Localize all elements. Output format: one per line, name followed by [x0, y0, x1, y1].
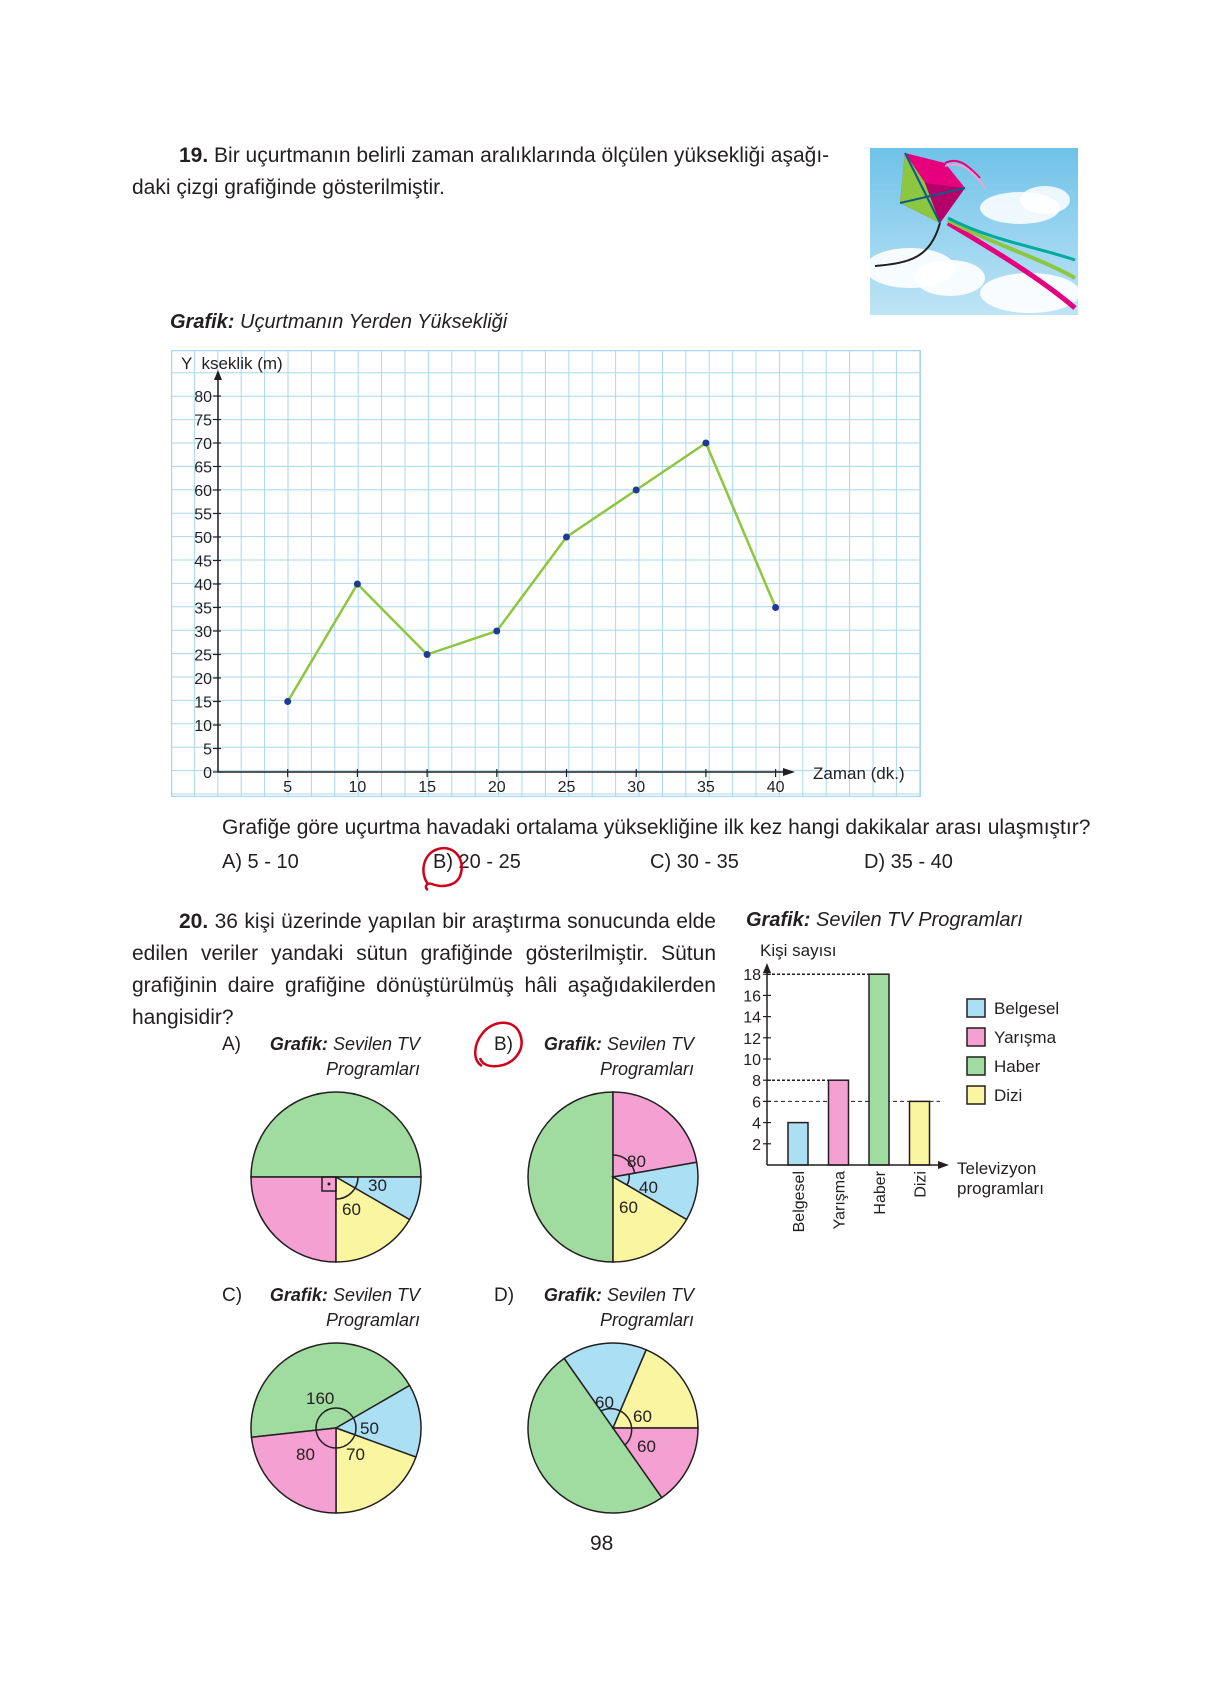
y-tick-label-5: 5: [203, 741, 212, 759]
pie-b-angle-label-60: 60: [619, 1198, 638, 1217]
q20-option-a-title-1: Sevilen TV: [332, 1034, 420, 1054]
bar-x-tick-label-haber: Haber: [872, 1171, 889, 1215]
q20-option-b-title-2: Programları: [599, 1059, 694, 1079]
height-series-line: [288, 443, 776, 702]
bar-yarışma: [829, 1080, 849, 1165]
q20-graph-title: [746, 909, 1023, 932]
q20-option-b-title: [524, 1032, 694, 1082]
legend-label-belgesel: Belgesel: [994, 999, 1060, 1018]
bar-y-tick-label-8: 8: [752, 1073, 761, 1091]
bar-x-tick-label-dizi: Dizi: [912, 1171, 930, 1198]
q20-option-d-title-1: Sevilen TV: [606, 1285, 694, 1305]
x-tick-label-35: 35: [697, 779, 715, 796]
bar-y-tick-label-6: 6: [752, 1094, 761, 1112]
q19-graph-label: Grafik:: [170, 311, 235, 333]
legend-swatch-yarışma: [967, 1028, 985, 1046]
q20-text-line4: hangisidir?: [132, 1006, 234, 1029]
q20-option-c-pie[interactable]: [248, 1340, 424, 1516]
q20-graph-label: Grafik:: [746, 909, 811, 931]
bar-belgesel: [788, 1123, 808, 1165]
q19-text-line1: Bir uçurtmanın belirli zaman aralıklarında ölçülen yüksekliği aşağı-: [214, 144, 830, 167]
pie-d-angle-label-60b: 60: [633, 1407, 652, 1426]
pie-a-angle-label-30: 30: [368, 1176, 387, 1195]
y-tick-label-10: 10: [194, 718, 212, 735]
pie-a-angle-label-60: 60: [342, 1200, 361, 1219]
y-tick-label-60: 60: [194, 483, 212, 500]
pie-c-angle-label-160: 160: [306, 1389, 335, 1408]
data-point-30: [633, 487, 640, 494]
legend-swatch-haber: [967, 1057, 985, 1075]
legend-label-yarışma: Yarışma: [994, 1028, 1057, 1047]
q19-graph-title-text: Uçurtmanın Yerden Yüksekliği: [240, 311, 508, 333]
bar-chart-x-axis-label-line2: programları: [957, 1179, 1044, 1198]
line-chart-grid: [171, 350, 921, 797]
kite-illustration: [870, 148, 1078, 315]
bar-chart-x-axis-label: [957, 1159, 1044, 1198]
line-chart-x-axis-label: Zaman (dk.): [813, 764, 905, 783]
legend-swatch-dizi: [967, 1086, 985, 1104]
line-chart-axes: [214, 370, 795, 776]
bar-haber: [869, 974, 889, 1165]
bar-y-tick-label-10: 10: [743, 1052, 761, 1069]
bar-chart-x-ticks: [791, 1170, 930, 1232]
q20-text-line2: edilen veriler yandaki sütun grafiğinde gösterilmiştir. Sütun: [132, 942, 716, 965]
q19-option-c[interactable]: C) 30 - 35: [650, 851, 739, 873]
q20-option-d-pie[interactable]: [525, 1340, 701, 1516]
legend-swatch-belgesel: [967, 999, 985, 1017]
y-tick-label-40: 40: [194, 577, 212, 594]
q20-number: 20.: [179, 910, 209, 933]
y-tick-label-55: 55: [194, 506, 212, 524]
pie-c-slice-yarisma: [252, 1428, 337, 1513]
bar-y-tick-label-12: 12: [743, 1030, 761, 1048]
x-tick-label-40: 40: [766, 779, 785, 796]
bar-y-tick-label-14: 14: [743, 1009, 761, 1027]
tv-programs-bar-chart: [740, 937, 1080, 1257]
bar-dizi: [910, 1101, 930, 1165]
q20-option-c-title-label: Grafik:: [269, 1285, 328, 1305]
q20-text-line3: grafiğinin daire grafiğine dönüştürülmüş hâli aşağıdakilerden: [132, 974, 716, 997]
q20-option-a-title-2: Programları: [325, 1059, 420, 1079]
data-point-35: [702, 440, 709, 447]
q19-text: [132, 140, 852, 204]
q20-option-c-title-2: Programları: [325, 1310, 420, 1330]
pie-c-angle-label-70: 70: [346, 1445, 365, 1464]
q19-text-line2: daki çizgi grafiğinde gösterilmiştir.: [132, 176, 445, 199]
y-tick-label-15: 15: [194, 694, 212, 712]
bar-x-tick-label-belgesel: Belgesel: [791, 1171, 808, 1233]
y-tick-label-45: 45: [194, 553, 212, 571]
q20-option-b-title-1: Sevilen TV: [606, 1034, 694, 1054]
q20-option-d-letter[interactable]: D): [494, 1285, 515, 1306]
pie-a-right-angle-dot: [328, 1183, 331, 1186]
q20-answer-circle-mark: [468, 1016, 530, 1072]
y-tick-label-20: 20: [194, 671, 212, 688]
pie-b-slice-haber: [528, 1092, 613, 1262]
kite-height-line-chart: [171, 350, 921, 797]
y-tick-label-70: 70: [194, 436, 212, 453]
pie-a-slice-haber: [251, 1092, 421, 1177]
bar-y-tick-label-18: 18: [743, 967, 761, 985]
x-tick-label-20: 20: [487, 779, 506, 796]
pie-b-angle-label-40: 40: [639, 1178, 658, 1197]
page-number: 98: [590, 1532, 614, 1555]
data-point-10: [354, 581, 361, 588]
pie-d-angle-label-60c: 60: [637, 1437, 656, 1456]
line-chart-y-ticks: [194, 389, 221, 782]
data-point-20: [493, 628, 500, 635]
pie-a-slice-yarisma: [251, 1177, 336, 1262]
y-tick-label-35: 35: [194, 600, 212, 618]
q20-option-a-title: [250, 1032, 420, 1082]
q20-option-d-title: [524, 1283, 694, 1333]
q20-option-c-title: [250, 1283, 420, 1333]
y-tick-label-75: 75: [194, 412, 212, 430]
q20-option-a-pie[interactable]: [248, 1089, 424, 1265]
bar-y-tick-label-4: 4: [752, 1115, 761, 1133]
q19-number: 19.: [179, 144, 209, 167]
q19-answer-circle-mark: [418, 844, 468, 892]
bar-x-tick-label-yarışma: Yarışma: [831, 1171, 849, 1230]
bar-chart-guide-lines: [767, 974, 940, 1101]
q20-option-a-letter[interactable]: A): [222, 1034, 241, 1055]
data-point-15: [424, 651, 431, 658]
data-point-40: [772, 604, 779, 611]
pie-d-angle-label-60a: 60: [595, 1393, 614, 1412]
bar-chart-legend: [967, 999, 1059, 1105]
data-point-5: [284, 698, 291, 705]
y-tick-label-80: 80: [194, 389, 212, 406]
q19-graph-title: [170, 311, 507, 334]
q20-graph-title-text: Sevilen TV Programları: [816, 909, 1023, 931]
bar-chart-y-axis-label: Kişi sayısı: [760, 941, 837, 960]
q20-option-b-pie[interactable]: [525, 1089, 701, 1265]
legend-label-dizi: Dizi: [994, 1086, 1023, 1105]
y-tick-label-65: 65: [194, 459, 212, 477]
x-tick-label-25: 25: [557, 779, 576, 796]
bar-y-tick-label-16: 16: [743, 988, 761, 1006]
q19-question: Grafiğe göre uçurtma havadaki ortalama yüksekliğine ilk kez hangi dakikalar arası ulaşmıştır?: [222, 816, 1091, 839]
q20-option-c-title-1: Sevilen TV: [332, 1285, 420, 1305]
y-tick-label-25: 25: [194, 647, 212, 665]
q20-option-b-letter[interactable]: B): [494, 1034, 513, 1055]
pie-b-angle-label-80: 80: [627, 1152, 646, 1171]
y-tick-label-50: 50: [194, 530, 212, 547]
bar-y-tick-label-2: 2: [752, 1136, 761, 1154]
y-tick-label-30: 30: [194, 624, 212, 641]
pie-c-angle-label-80: 80: [296, 1445, 315, 1464]
q20-option-d-title-2: Programları: [599, 1310, 694, 1330]
x-tick-label-30: 30: [627, 779, 646, 796]
q20-option-a-title-label: Grafik:: [269, 1034, 328, 1054]
line-chart-y-axis-label: Y kseklik (m): [181, 354, 283, 373]
x-tick-label-10: 10: [348, 779, 367, 796]
q19-option-a[interactable]: A) 5 - 10: [222, 851, 299, 873]
y-tick-label-0: 0: [203, 765, 212, 782]
bar-chart-bars: [788, 974, 930, 1165]
q19-option-b[interactable]: B) 20 - 25: [433, 851, 521, 873]
data-point-25: [563, 534, 570, 541]
q20-option-c-letter[interactable]: C): [222, 1285, 243, 1306]
bar-chart-x-axis-label-line1: Televizyon: [957, 1159, 1037, 1178]
q20-text-line1: 36 kişi üzerinde yapılan bir araştırma sonucunda elde: [214, 910, 716, 933]
x-tick-label-15: 15: [418, 779, 436, 796]
pie-c-angle-label-50: 50: [360, 1419, 379, 1438]
q19-option-d[interactable]: D) 35 - 40: [864, 851, 953, 873]
legend-label-haber: Haber: [994, 1057, 1041, 1076]
q20-option-b-title-label: Grafik:: [543, 1034, 602, 1054]
q20-text: [132, 906, 716, 1034]
q20-option-d-title-label: Grafik:: [543, 1285, 602, 1305]
x-tick-label-5: 5: [283, 779, 293, 796]
